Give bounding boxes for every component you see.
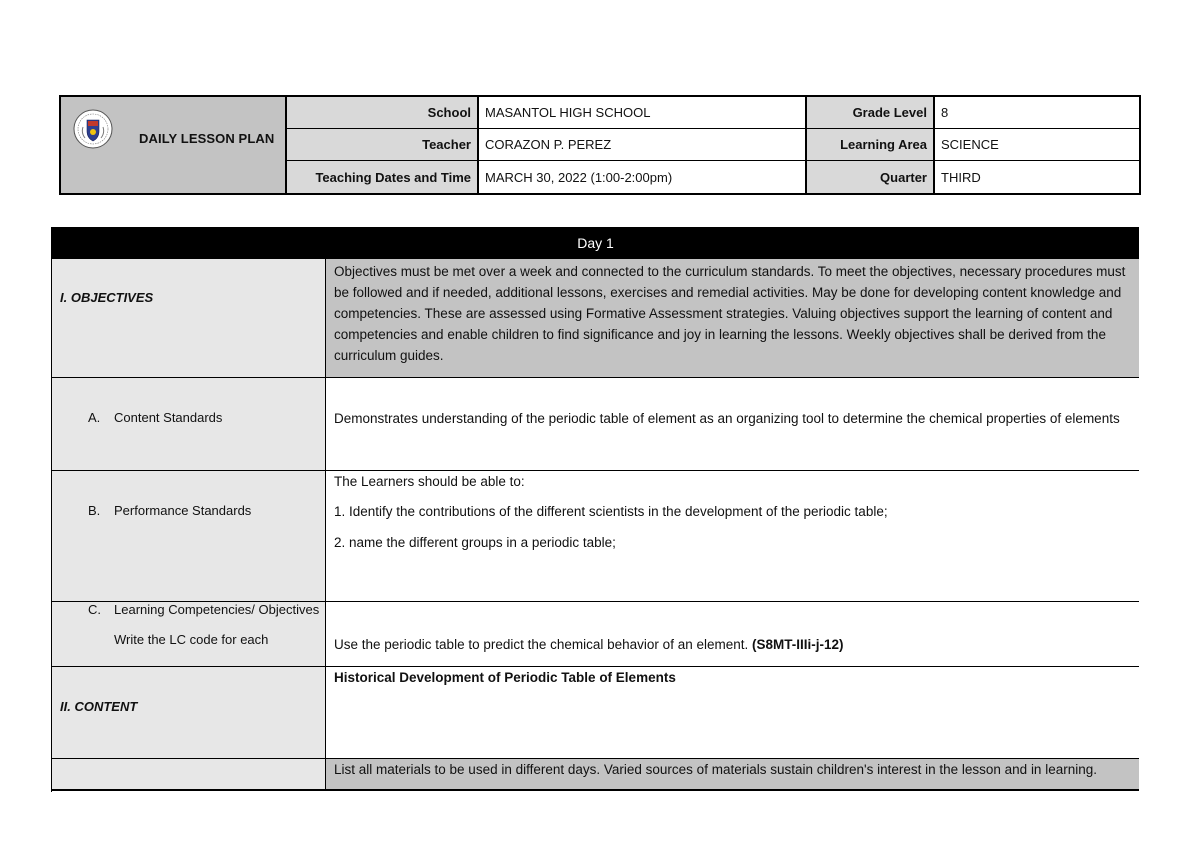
performance-standards-label-cell bbox=[52, 471, 326, 601]
document-title: DAILY LESSON PLAN bbox=[139, 131, 275, 146]
competencies-text-cell bbox=[326, 602, 1139, 666]
school-label: School bbox=[287, 97, 479, 129]
competencies-code: (S8MT-IIIi-j-12) bbox=[752, 637, 844, 652]
content-row bbox=[52, 667, 1139, 759]
materials-row bbox=[52, 759, 1139, 791]
content-standards-label-text: Content Standards bbox=[114, 410, 223, 425]
learning-area-value: SCIENCE bbox=[935, 129, 1139, 161]
grade-level-value: 8 bbox=[935, 97, 1139, 129]
learning-area-label: Learning Area bbox=[807, 129, 935, 161]
lesson-table bbox=[51, 227, 1138, 792]
materials-text: List all materials to be used in different days. Varied sources of materials sustain children's interest in the lesson and in learning. bbox=[334, 762, 1097, 777]
content-standards-text: Demonstrates understanding of the periodic table of element as an organizing tool to determine the chemical properties of elements bbox=[334, 411, 1120, 426]
teacher-value: CORAZON P. PEREZ bbox=[479, 129, 807, 161]
objectives-label-cell bbox=[52, 259, 326, 377]
grade-level-label: Grade Level bbox=[807, 97, 935, 129]
performance-item-2: 2. name the different groups in a periodic table; bbox=[334, 535, 616, 550]
content-label-cell bbox=[52, 667, 326, 758]
competencies-statement: Use the periodic table to predict the chemical behavior of an element. bbox=[334, 637, 749, 652]
performance-standards-label bbox=[88, 503, 251, 518]
deped-seal-icon bbox=[73, 109, 113, 149]
competencies-text bbox=[334, 634, 1129, 655]
objectives-text: Objectives must be met over a week and connected to the curriculum standards. To meet the objectives, necessary procedures must be followed and if needed, additional lessons, exercises and remedial activities. May be done for developing content knowledge and competencies. These are assessed using Formative Assessment strategies. Valuing objectives support the learning of content and competencies and enable children to find significance and joy in learning the lessons. Weekly objectives shall be derived from the curriculum guides. bbox=[334, 264, 1126, 363]
competencies-sublabel: Write the LC code for each bbox=[114, 632, 269, 647]
materials-text-cell bbox=[326, 759, 1139, 789]
performance-standards-letter: B. bbox=[88, 503, 101, 518]
competencies-label-text: Learning Competencies/ Objectives bbox=[114, 602, 320, 617]
content-topic: Historical Development of Periodic Table of Elements bbox=[334, 670, 676, 685]
competencies-label-cell bbox=[52, 602, 326, 666]
competencies-label bbox=[88, 602, 319, 617]
objectives-heading: I. OBJECTIVES bbox=[60, 290, 154, 305]
performance-standards-row bbox=[52, 471, 1139, 602]
performance-standards-text-cell bbox=[326, 471, 1139, 601]
objectives-text-cell bbox=[326, 259, 1139, 377]
teaching-dates-label: Teaching Dates and Time bbox=[287, 161, 479, 193]
header-info-grid bbox=[287, 97, 1139, 193]
performance-intro: The Learners should be able to: bbox=[334, 474, 525, 489]
school-value: MASANTOL HIGH SCHOOL bbox=[479, 97, 807, 129]
content-standards-row bbox=[52, 378, 1139, 471]
teacher-label: Teacher bbox=[287, 129, 479, 161]
content-text-cell bbox=[326, 667, 1139, 758]
materials-label-cell bbox=[52, 759, 326, 789]
performance-standards-label-text: Performance Standards bbox=[114, 503, 252, 518]
header-table bbox=[59, 95, 1141, 195]
content-standards-label-cell bbox=[52, 378, 326, 470]
competencies-row bbox=[52, 602, 1139, 667]
objectives-row bbox=[52, 259, 1139, 378]
content-standards-letter: A. bbox=[88, 410, 101, 425]
performance-item-1: 1. Identify the contributions of the different scientists in the development of the periodic table; bbox=[334, 504, 888, 519]
competencies-letter: C. bbox=[88, 602, 101, 617]
teaching-dates-value: MARCH 30, 2022 (1:00-2:00pm) bbox=[479, 161, 807, 193]
quarter-value: THIRD bbox=[935, 161, 1139, 193]
quarter-label: Quarter bbox=[807, 161, 935, 193]
day-header: Day 1 bbox=[52, 227, 1139, 259]
header-logo-cell bbox=[61, 97, 287, 193]
content-standards-text-cell bbox=[326, 378, 1139, 470]
content-standards-label bbox=[88, 410, 222, 425]
content-heading: II. CONTENT bbox=[60, 699, 138, 714]
